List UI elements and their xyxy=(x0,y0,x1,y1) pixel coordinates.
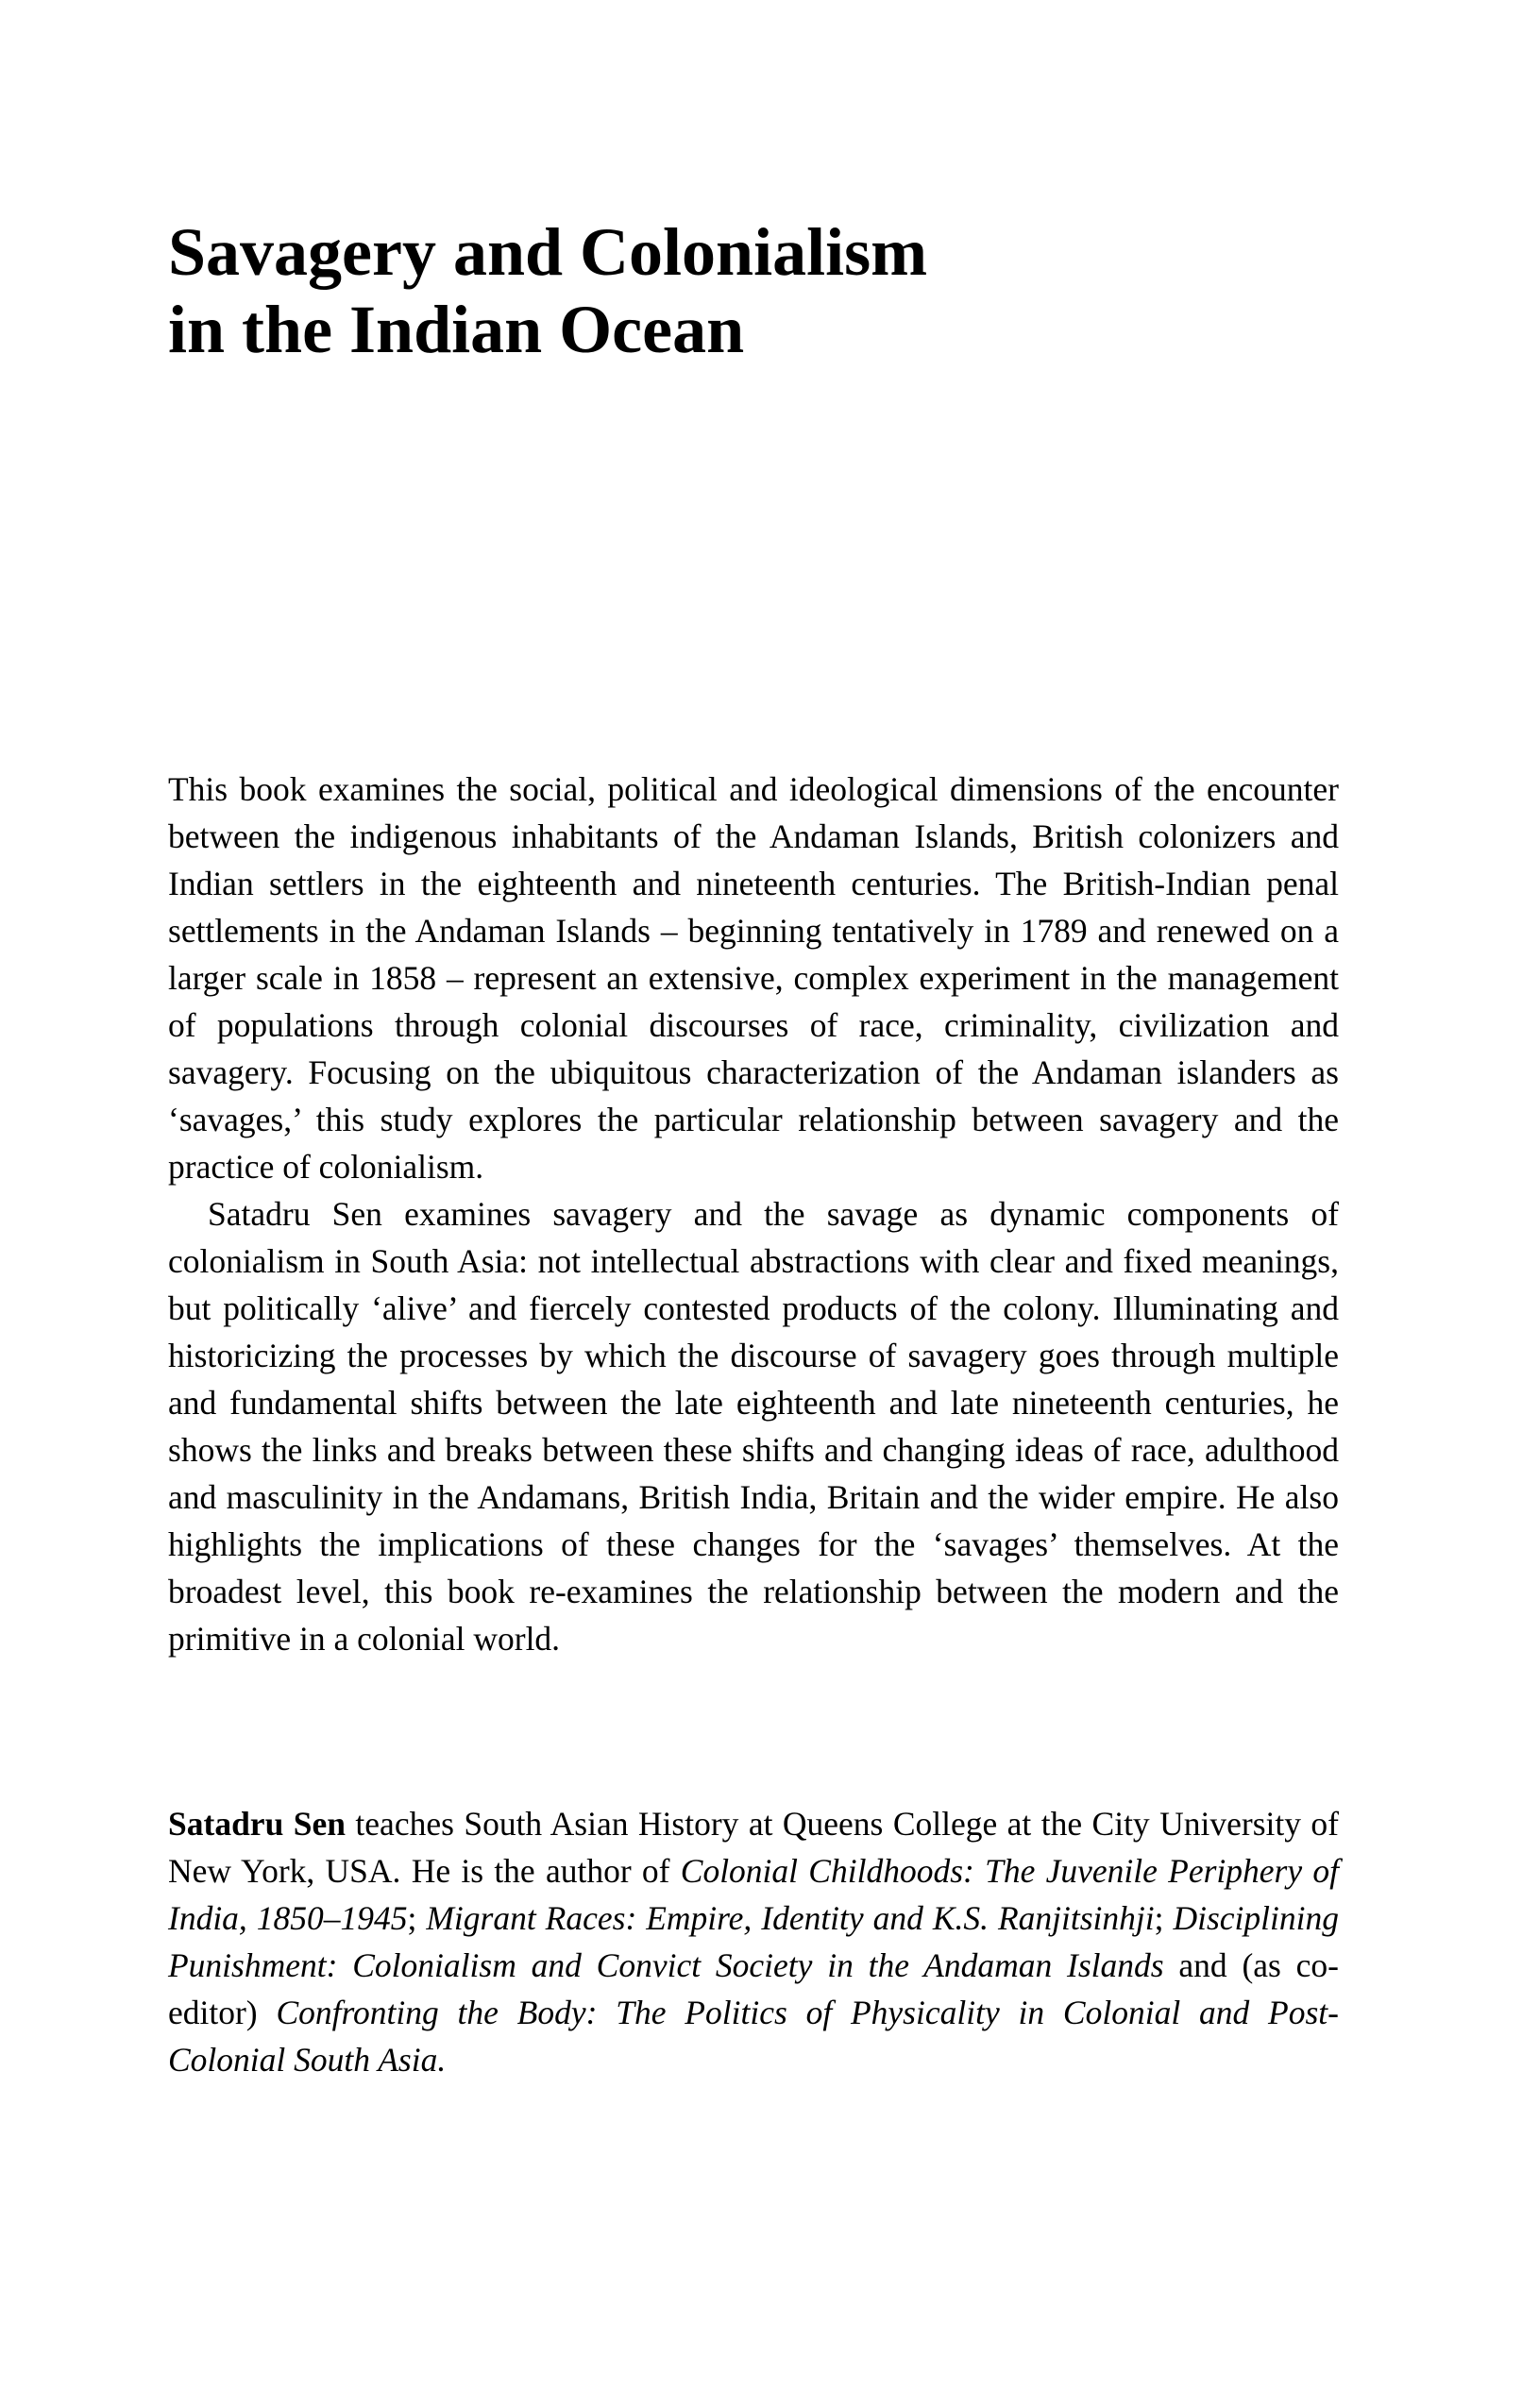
author-bio-paragraph xyxy=(168,1800,1339,2083)
book-description xyxy=(168,766,1339,1662)
book-title-disciplining-punishment: Disciplining Punishment: Colonialism and Convict Society in the Andaman Islands xyxy=(168,1899,1340,1984)
book-title xyxy=(168,213,927,368)
book-title-line-1: Savagery and Colonialism xyxy=(168,214,928,290)
bio-text-segment: and (as co-editor) xyxy=(168,1946,1339,2031)
description-paragraph-2: Satadru Sen examines savagery and the savage as dynamic components of colonialism in South Asia: not intellectual abstractions with clear and fixed meanings, but politically ‘alive’ and fiercely contested products of the colony. Illuminating and historicizing the processes by which the discourse of savagery goes through multiple and fundamental shifts between the late eighteenth and late nineteenth centuries, he shows the links and breaks between these shifts and changing ideas of race, adulthood and masculinity in the Andamans, British India, Britain and the wider empire. He also highlights the implications of these changes for the ‘savages’ themselves. At the broadest level, this book re-examines the relationship between the modern and the primitive in a colonial world. xyxy=(168,1195,1339,1658)
bio-text-segment: teaches South Asian History at Queens College at the City University of New York, USA. He is the author of xyxy=(168,1805,1339,1890)
author-name: Satadru Sen xyxy=(168,1805,346,1843)
book-title-colonial-childhoods: Colonial Childhoods: The Juvenile Periphery of India, 1850–1945 xyxy=(168,1852,1339,1937)
book-title-confronting-the-body: Confronting the Body: The Politics of Physicality in Colonial and Post-Colonial South Asia. xyxy=(168,1994,1339,2079)
book-title-line-2: in the Indian Ocean xyxy=(168,292,745,367)
bio-text-segment: ; xyxy=(1154,1899,1174,1937)
description-paragraph-1: This book examines the social, political and ideological dimensions of the encounter between the indigenous inhabitants of the Andaman Islands, British colonizers and Indian settlers in the eighteenth and nineteenth centuries. The British-Indian penal settlements in the Andaman Islands – beginning tentatively in 1789 and renewed on a larger scale in 1858 – represent an extensive, complex experiment in the management of populations through colonial discourses of race, criminality, civilization and savagery. Focusing on the ubiquitous characterization of the Andaman islanders as ‘savages,’ this study explores the particular relationship between savagery and the practice of colonialism. xyxy=(168,770,1339,1186)
author-bio xyxy=(168,1800,1339,2083)
bio-text-segment: ; xyxy=(407,1899,427,1937)
book-title-migrant-races: Migrant Races: Empire, Identity and K.S. Ranjitsinhji xyxy=(426,1899,1155,1937)
